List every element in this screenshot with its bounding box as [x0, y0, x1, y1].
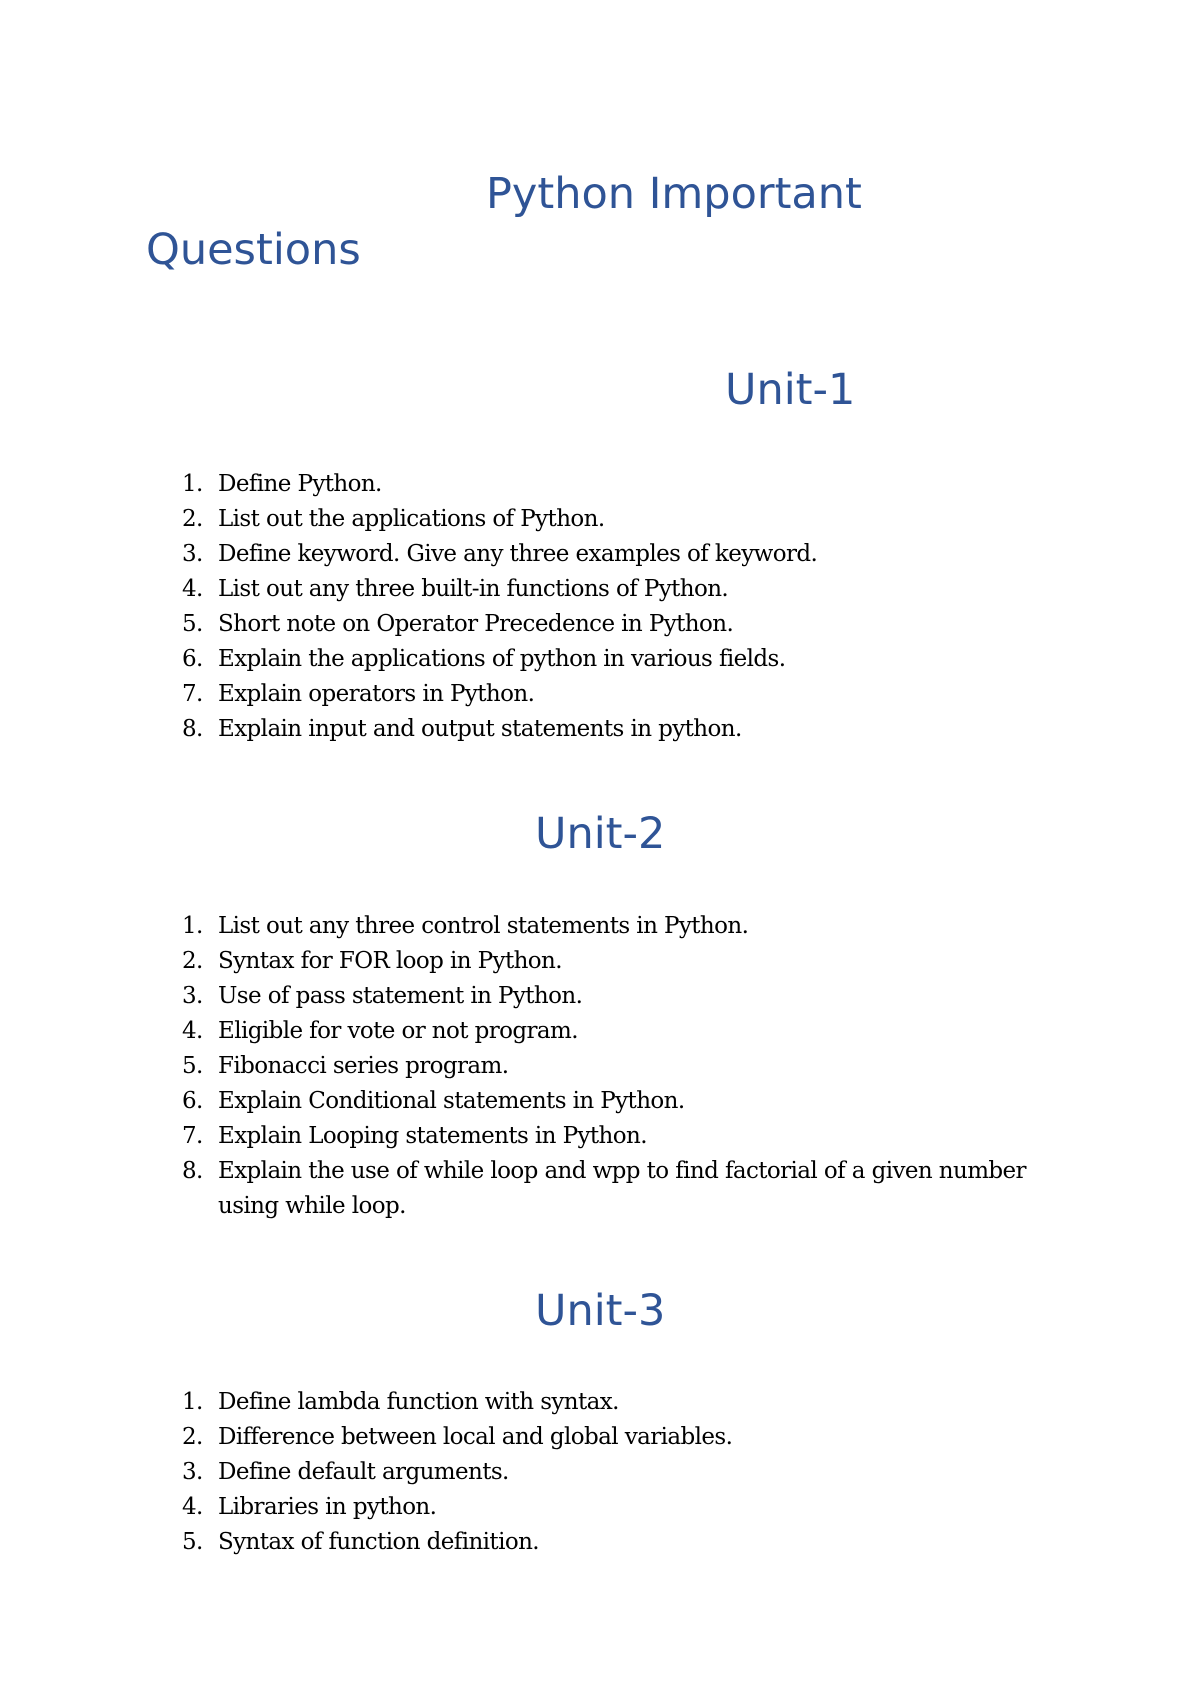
item-number: 5.: [182, 1529, 203, 1555]
item-number: 1.: [182, 471, 203, 497]
question-text: List out the applications of Python.: [218, 506, 605, 532]
item-number: 2.: [182, 948, 203, 974]
question-text: Use of pass statement in Python.: [218, 983, 583, 1009]
list-item: [170, 1119, 1070, 1154]
list-item: [170, 1490, 1070, 1525]
item-number: 3.: [182, 983, 203, 1009]
question-text: Define Python.: [218, 471, 382, 497]
unit-3-question-list: [170, 1385, 1070, 1560]
list-item: [170, 467, 1070, 502]
list-item: [170, 979, 1070, 1014]
list-item: [170, 909, 1070, 944]
question-text: Syntax of function definition.: [218, 1529, 540, 1555]
question-text: Explain Conditional statements in Python.: [218, 1088, 685, 1114]
question-text: Explain input and output statements in python.: [218, 716, 742, 742]
list-item: [170, 1014, 1070, 1049]
question-text: Define lambda function with syntax.: [218, 1389, 619, 1415]
list-item: [170, 944, 1070, 979]
question-text: Short note on Operator Precedence in Python.: [218, 611, 734, 637]
item-number: 6.: [182, 1088, 203, 1114]
item-number: 8.: [182, 1158, 203, 1184]
question-text: Explain the use of while loop and wpp to find factorial of a given number using while loop.: [218, 1158, 1026, 1219]
question-text: Syntax for FOR loop in Python.: [218, 948, 562, 974]
unit-2-question-list: [170, 909, 1070, 1224]
list-item: [170, 1049, 1070, 1084]
list-item: [170, 537, 1070, 572]
question-text: Define default arguments.: [218, 1459, 509, 1485]
list-item: [170, 677, 1070, 712]
list-item: [170, 1455, 1070, 1490]
item-number: 1.: [182, 1389, 203, 1415]
list-item: [170, 502, 1070, 537]
question-text: Libraries in python.: [218, 1494, 437, 1520]
list-item: [170, 712, 1070, 747]
list-item: [170, 1525, 1070, 1560]
item-number: 3.: [182, 1459, 203, 1485]
item-number: 5.: [182, 611, 203, 637]
item-number: 6.: [182, 646, 203, 672]
document-title: Python Important: [486, 169, 862, 219]
list-item: [170, 1154, 1070, 1224]
unit-3-heading: Unit-3: [535, 1286, 666, 1336]
item-number: 4.: [182, 576, 203, 602]
item-number: 2.: [182, 506, 203, 532]
item-number: 7.: [182, 681, 203, 707]
question-text: Eligible for vote or not program.: [218, 1018, 578, 1044]
item-number: 2.: [182, 1424, 203, 1450]
item-number: 1.: [182, 913, 203, 939]
list-item: [170, 1420, 1070, 1455]
item-number: 8.: [182, 716, 203, 742]
question-text: Fibonacci series program.: [218, 1053, 509, 1079]
unit-1-question-list: [170, 467, 1070, 747]
question-text: Explain operators in Python.: [218, 681, 535, 707]
item-number: 3.: [182, 541, 203, 567]
list-item: [170, 1084, 1070, 1119]
question-text: List out any three control statements in Python.: [218, 913, 749, 939]
question-text: Explain the applications of python in various fields.: [218, 646, 786, 672]
unit-1-heading: Unit-1: [725, 365, 856, 415]
item-number: 4.: [182, 1494, 203, 1520]
item-number: 5.: [182, 1053, 203, 1079]
list-item: [170, 607, 1070, 642]
question-text: List out any three built-in functions of Python.: [218, 576, 729, 602]
question-text: Explain Looping statements in Python.: [218, 1123, 647, 1149]
list-item: [170, 1385, 1070, 1420]
list-item: [170, 572, 1070, 607]
question-text: Define keyword. Give any three examples of keyword.: [218, 541, 818, 567]
document-title-continued: Questions: [146, 225, 361, 275]
unit-2-heading: Unit-2: [535, 809, 666, 859]
list-item: [170, 642, 1070, 677]
question-text: Difference between local and global variables.: [218, 1424, 733, 1450]
item-number: 7.: [182, 1123, 203, 1149]
item-number: 4.: [182, 1018, 203, 1044]
